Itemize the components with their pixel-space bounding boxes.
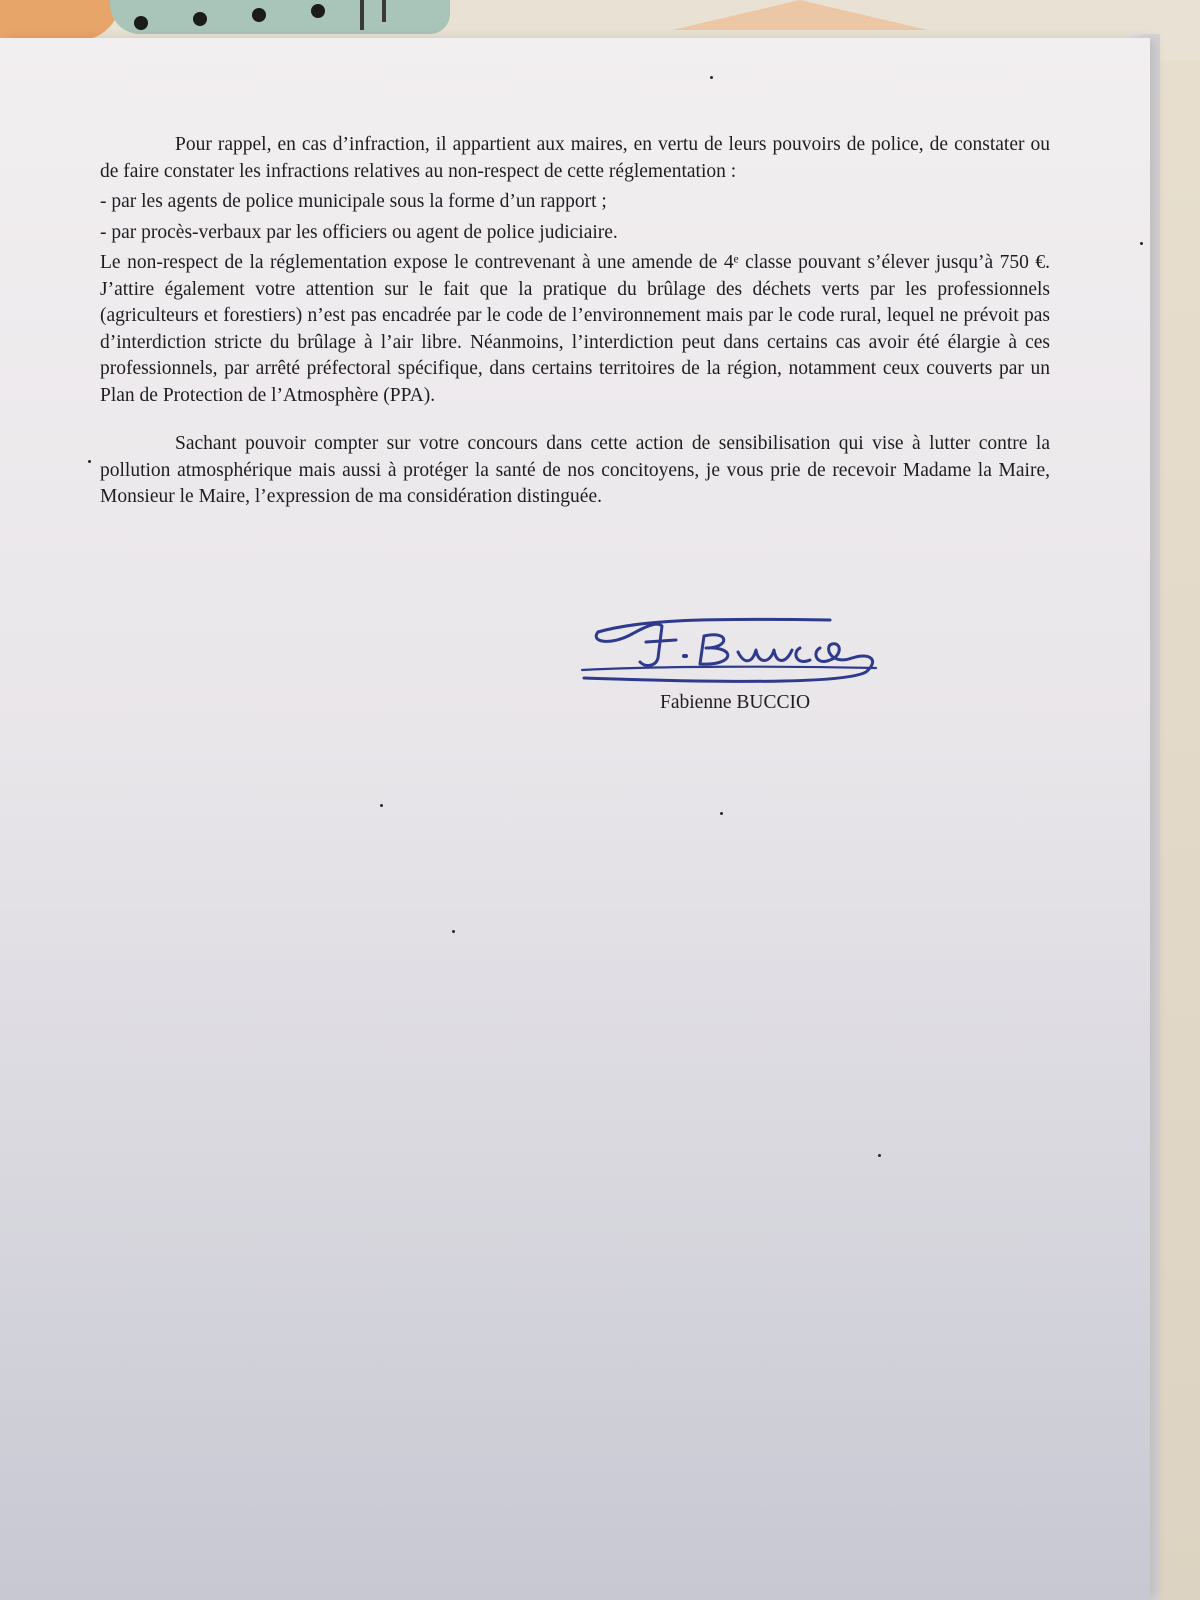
paragraph-reminder: Pour rappel, en cas d’infraction, il appartient aux maires, en vertu de leurs pouvoirs de police, de constater ou de faire constater les infractions relatives au non-respect de cette réglementation : bbox=[100, 134, 1050, 182]
folder-dot bbox=[252, 8, 266, 22]
paper-speck bbox=[88, 460, 91, 463]
folder-dot bbox=[134, 16, 148, 30]
folder-dot bbox=[193, 12, 207, 26]
folder-dot bbox=[311, 4, 325, 18]
paragraph-closing: Sachant pouvoir compter sur votre concours dans cette action de sensibilisation qui vise à lutter contre la pollution atmosphérique mais aussi à protéger la santé de nos concitoyens, je vous prie de recevoir Madame la Maire, Monsieur le Maire, l’expression de ma considération distinguée. bbox=[100, 433, 1050, 507]
pen-edge bbox=[360, 0, 364, 30]
handwritten-signature bbox=[580, 612, 910, 692]
paper-speck bbox=[720, 812, 723, 815]
paragraph-gap bbox=[100, 409, 1050, 431]
list-item-municipal-police: - par les agents de police municipale sous la forme d’un rapport ; bbox=[100, 191, 607, 212]
paper-speck bbox=[380, 804, 383, 807]
paper-speck bbox=[878, 1154, 881, 1157]
pen-edge bbox=[382, 0, 386, 22]
paper-speck bbox=[710, 76, 713, 79]
paper-speck bbox=[1140, 242, 1143, 245]
folder-peach-shape bbox=[640, 0, 960, 30]
folder-orange-shape bbox=[0, 0, 120, 40]
signatory-name: Fabienne BUCCIO bbox=[660, 692, 811, 713]
paragraph-penalty: Le non-respect de la réglementation expose le contrevenant à une amende de 4ᵉ classe pouvant s’élever jusqu’à 750 €. J’attire également votre attention sur le fait que la pratique du brûlage des déchets verts par les professionnels (agriculteurs et forestiers) n’est pas encadrée par le code de l’environnement mais par le code rural, lequel ne prévoit pas d’interdiction stricte du brûlage à l’air libre. Néanmoins, l’interdiction peut dans certains cas avoir été élargie à ces professionnels, par arrêté préfectoral spécifique, dans certains territoires de la région, notamment ceux couverts par un Plan de Protection de l’Atmosphère (PPA). bbox=[100, 252, 1050, 406]
list-item-judicial-police: - par procès-verbaux par les officiers ou agent de police judiciaire. bbox=[100, 221, 618, 243]
folder-teal-shape bbox=[110, 0, 450, 34]
letter-body bbox=[100, 132, 1050, 511]
paper-speck bbox=[452, 930, 455, 933]
